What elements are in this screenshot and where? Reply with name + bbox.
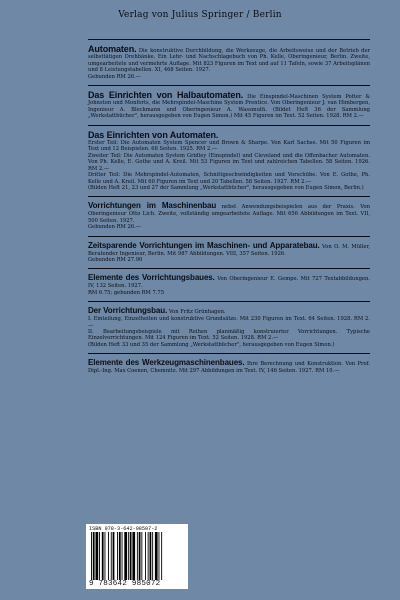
barcode-bar: [91, 532, 92, 580]
barcode-bar: [148, 532, 149, 580]
barcode-bar: [150, 532, 152, 580]
entry-text: Die konstruktive Durchbildung, die Werkzeuge, die Arbeitsweise und der Betrieb der selbsttätigen Drehbänke. Ein Lehr- und Nachschlagebuch von Ph. Kelle, Oberingenieur, Berlin. Zweite, umgearbeitete und vermehrte Auflage. Mit 823 Figuren im Text und auf 11 Tafeln, sowie 37 Arbeitsplänen und 8 Leistungstabellen. XI, 468 Seiten. 1927.: [88, 48, 371, 74]
catalog-entry-zeitsparende: [88, 236, 370, 264]
barcode-bar: [99, 532, 100, 580]
divider: [88, 301, 370, 302]
catalog-entry-werkzeugmaschinenbau: [88, 353, 370, 374]
entry-part: I. Einteilung, Einzelheiten und konstruktive Grundsätze. Mit 230 Figuren im Text. 64 Seiten. 1928. RM 2.—: [88, 316, 370, 329]
entry-text: nebst Anwendungsbeispielen aus der Praxis. Von Oberingenieur Otto Lich. Zweite, vollständig umgearbeitete Auflage. Mit 656 Abbildungen im Text. VII, 500 Seiten. 1927.: [88, 204, 370, 224]
catalog-entry-elemente-vorrichtungsbau: [88, 268, 370, 296]
catalog-entry-einrichten-automaten: [88, 125, 370, 192]
divider: [88, 353, 370, 354]
barcode-bar: [105, 532, 106, 580]
entry-price: Gebunden RM 26.—: [88, 224, 141, 231]
entry-title: Das Einrichten von Automaten.: [88, 129, 219, 140]
barcode-digits: 9 783642 985072: [89, 580, 161, 588]
barcode-bar: [93, 532, 95, 580]
entry-price: Gebunden RM 26.—: [88, 73, 141, 80]
barcode-bar: [132, 532, 135, 580]
entry-text: Von Oberingenieur E. Gempe. Mit 727 Textabbildungen. IV, 132 Seiten. 1927.: [88, 276, 370, 290]
barcode-bar: [117, 532, 118, 580]
divider: [88, 85, 370, 86]
entry-text: Von O. M. Müller, Beratender Ingenieur, Berlin. Mit 987 Abbildungen. VIII, 357 Seiten. 1926.: [88, 243, 370, 257]
catalog-entry-vorrichtungsbau: [88, 301, 370, 348]
entry-title: Zeitsparende Vorrichtungen im Maschinen- und Apparatebau.: [88, 240, 320, 250]
barcode-bar: [113, 532, 115, 580]
barcode-bar: [141, 532, 142, 580]
entry-part: Zweiter Teil: Die Automaten System Gridley (Einspindel) und Cleveland und die Offenbacher Automaten. Von Ph. Kelle, E. Gothe und A. Kreil. Mit 53 Figuren im Text und zahlreichen Tabellen. 58 Seiten. 1926. RM 2.—: [88, 152, 370, 172]
entry-price: RM 6.75; gebunden RM 7.75: [88, 289, 165, 296]
barcode-bar: [128, 532, 129, 580]
catalog-entry-vorrichtungen: [88, 196, 370, 230]
barcode-bar: [130, 532, 132, 580]
divider: [88, 236, 370, 237]
entry-title: Vorrichtungen im Maschinenbau: [88, 201, 217, 211]
entry-text: Die Einspindel-Maschinen System Potter & Johnston und Monforts, die Mehrspindel-Maschine System Prentice. Von Oberingenieur J. van Himbergen, Ingenieur A. Bleckmann und Oberingenieur A. Wassmuth. (Bildet Heft 36 der Sammlung „Werkstattbücher", herausgegeben von Eugen Simon.) Mit 45 Figuren im Text. 52 Seiten. 1928. RM 2.—: [88, 94, 370, 120]
entry-title: Der Vorrichtungsbau.: [88, 306, 168, 316]
barcode-bar: [155, 532, 158, 580]
publisher-line: Verlag von Julius Springer / Berlin: [118, 10, 282, 20]
entry-price: Gebunden RM 27.90: [88, 256, 143, 263]
divider: [88, 125, 370, 126]
entry-title: Elemente des Vorrichtungsbaues.: [88, 273, 215, 283]
entry-part: Erster Teil: Die Automaten System Spencer und Brown & Sharpe. Von Karl Sachse. Mit 50 Figuren im Text und 12 Beispielen. 68 Seiten. 1925. RM 2.—: [88, 140, 370, 153]
barcode-bar: [96, 532, 99, 580]
divider: [88, 196, 370, 197]
catalog-entry-halbautomaten: [88, 85, 370, 120]
catalog-entry-automaten: [88, 39, 370, 80]
barcode-bar: [124, 532, 127, 580]
entry-title: Das Einrichten von Halbautomaten.: [88, 90, 244, 101]
barcode-bar: [137, 532, 138, 580]
entry-title: Automaten.: [88, 44, 137, 54]
barcode-bar: [119, 532, 121, 580]
barcode-graphic: [89, 532, 185, 580]
entry-title: Elemente des Werkzeugmaschinenbaues.: [88, 358, 245, 368]
barcode-bar: [161, 532, 162, 580]
isbn-barcode-panel: [86, 524, 188, 589]
isbn-label: ISBN 978-3-642-98507-2: [89, 526, 158, 532]
divider: [88, 39, 370, 40]
barcode-bar: [108, 532, 109, 580]
entry-text: Von Fritz Grünhagen.: [168, 309, 226, 316]
entry-part: Dritter Teil: Die Mehrspindel-Automaten, Schnittgeschwindigkeiten und Vorschübe. Von E. Gothe, Ph. Kelle und A. Kreil. Mit 60 Figuren im Text und 20 Tabellen. 58 Seiten. 1927. RM 2.—: [88, 172, 370, 185]
barcode-bar: [111, 532, 112, 580]
entry-part: II. Bearbeitungsbeispiele mit Reihen planmäßig konstruierter Vorrichtungen. Typische Einzelvorrichtungen. Mit 124 Figuren im Text. 52 Seiten. 1928. RM 2.—: [88, 328, 370, 342]
entry-note: (Bilden Heft 33 und 35 der Sammlung „Werkstattbücher", herausgegeben von Eugen Simon.): [88, 341, 335, 348]
barcode-bar: [139, 532, 141, 580]
barcode-bar: [102, 532, 104, 580]
barcode-bar: [122, 532, 123, 580]
barcode-bar: [145, 532, 146, 580]
divider: [88, 268, 370, 269]
entry-note: (Bilden Heft 21, 23 und 27 der Sammlung „Werkstattbücher", herausgegeben von Eugen Simon, Berlin.): [88, 184, 364, 191]
barcode-bar: [152, 532, 153, 580]
catalog-list: [88, 36, 370, 380]
barcode-bar: [159, 532, 160, 580]
entry-text: Ihre Berechnung und Konstruktion. Von Prof. Dipl.-Ing. Max Coenen, Chemnitz. Mit 297 Abbildungen im Text. IV, 146 Seiten. 1927. RM 10.—: [88, 361, 370, 375]
